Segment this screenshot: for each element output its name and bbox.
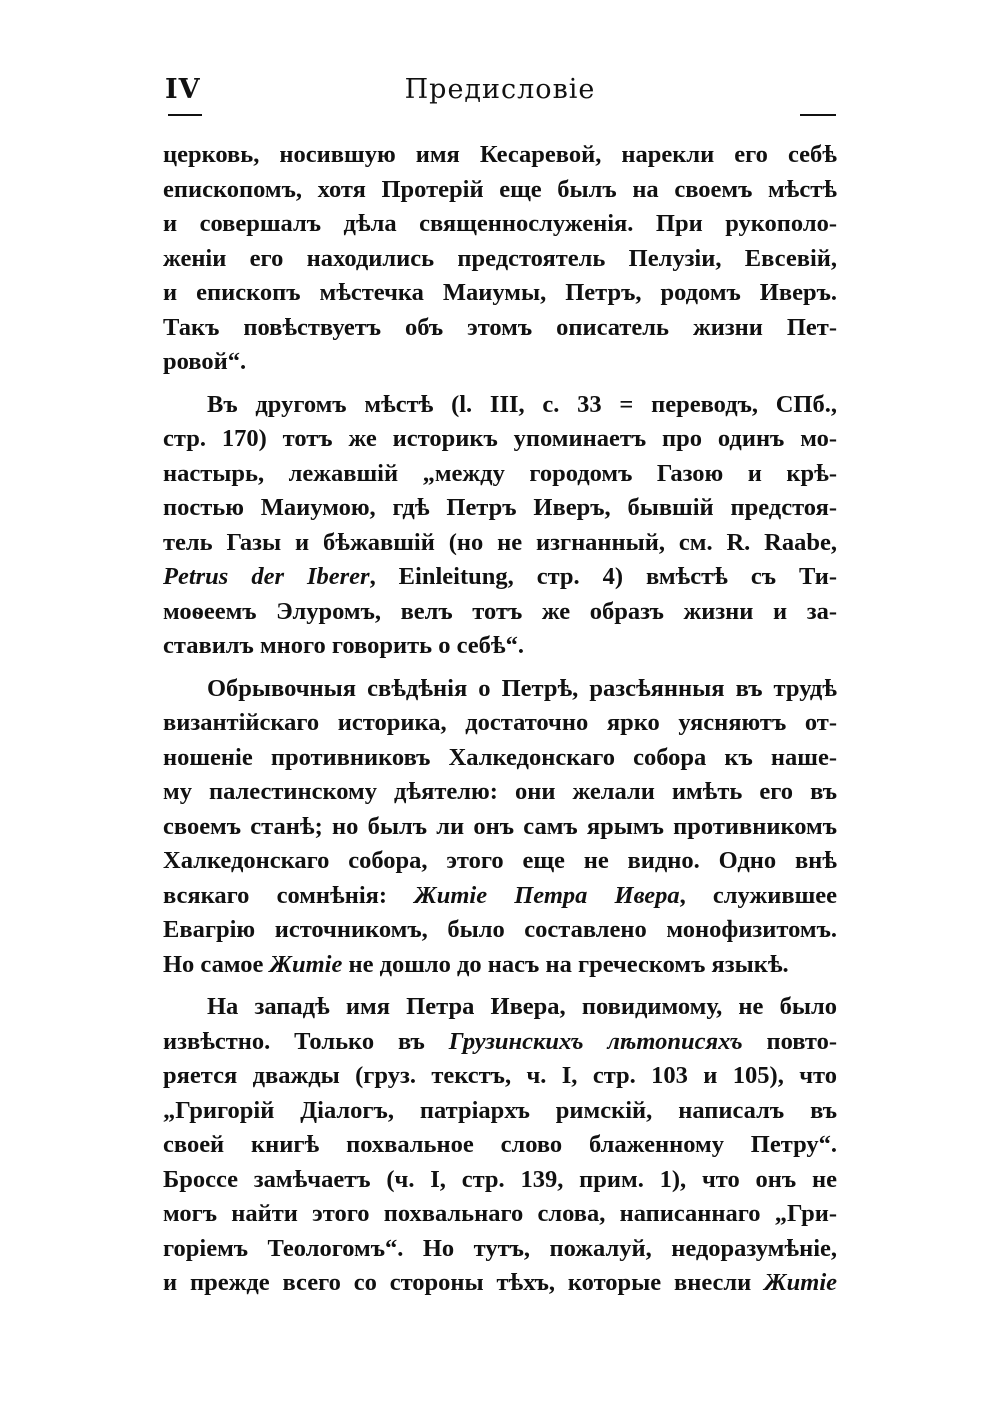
italic-title: Petrus der Iberer bbox=[163, 563, 370, 590]
italic-title: Житіе bbox=[764, 1269, 837, 1296]
text-run: извѣстно. Только въ bbox=[163, 1027, 449, 1055]
text-line: Такъ повѣствуетъ объ этомъ описатель жизни Пет- bbox=[163, 313, 837, 341]
body-text bbox=[163, 138, 837, 1301]
text-line: своей книгѣ похвальное слово блаженному Петру“. bbox=[163, 1131, 837, 1158]
text-line: моѳеемъ Элуромъ, велъ тотъ же образъ жизни и за- bbox=[163, 597, 837, 625]
paragraph bbox=[163, 138, 837, 380]
text-line: византійскаго историка, достаточно ярко уясняютъ от- bbox=[163, 709, 837, 736]
text-line: „Григорій Діалогъ, патріархъ римскій, написалъ въ bbox=[163, 1096, 837, 1124]
text-line: Въ другомъ мѣстѣ (l. III, c. 33 = переводъ, СПб., bbox=[207, 390, 837, 418]
italic-title: Житіе bbox=[269, 950, 343, 978]
header-rule-left bbox=[168, 114, 202, 116]
text-run: повто- bbox=[742, 1027, 837, 1055]
text-line: настырь, лежавшій „между городомъ Газою и крѣ- bbox=[163, 459, 837, 487]
paragraph bbox=[163, 990, 837, 1301]
text-line bbox=[163, 560, 837, 595]
text-line: Евагрію источникомъ, было составлено монофизитомъ. bbox=[163, 916, 837, 943]
page-number: IV bbox=[165, 74, 201, 105]
text-line: и совершалъ дѣла священнослуженія. При рукополо- bbox=[163, 210, 837, 237]
paragraph bbox=[163, 388, 837, 664]
text-run: не дошло до насъ на греческомъ языкѣ. bbox=[342, 950, 789, 978]
text-line bbox=[163, 879, 837, 914]
text-line: церковь, носившую имя Кесаревой, нарекли его себѣ bbox=[163, 141, 837, 168]
text-line: тель Газы и бѣжавшій (но не изгнанный, см. R. Raabe, bbox=[163, 528, 837, 556]
text-run: , Einleitung, стр. 4) вмѣстѣ съ Ти- bbox=[369, 563, 837, 590]
text-line: горіемъ Теологомъ“. Но тутъ, пожалуй, недоразумѣніе, bbox=[163, 1234, 837, 1262]
italic-title: Грузинскихъ лѣтописяхъ bbox=[448, 1027, 743, 1055]
text-line bbox=[163, 1025, 837, 1060]
text-line: женіи его находились предстоятель Пелузіи, Евсевій, bbox=[163, 244, 837, 272]
text-line: Броссе замѣчаетъ (ч. I, стр. 139, прим. 1), что онъ не bbox=[163, 1165, 837, 1193]
text-run: всякаго сомнѣнія: bbox=[163, 881, 415, 909]
text-line: ряется дважды (груз. текстъ, ч. I, стр. 103 и 105), что bbox=[163, 1062, 837, 1089]
text-line bbox=[163, 948, 837, 983]
text-line: На западѣ имя Петра Ивера, повидимому, не было bbox=[207, 993, 837, 1020]
text-line: ровой“. bbox=[163, 348, 247, 375]
text-line: Халкедонскаго собора, этого еще не видно. Одно внѣ bbox=[163, 847, 837, 874]
text-line: постью Маиумою, гдѣ Петръ Иверъ, бывшій предстоя- bbox=[163, 494, 837, 521]
text-line bbox=[163, 1266, 837, 1301]
text-line: и епископъ мѣстечка Маиумы, Петръ, родомъ Иверъ. bbox=[163, 279, 837, 306]
text-line: могъ найти этого похвальнаго слова, написаннаго „Гри- bbox=[163, 1200, 837, 1227]
paragraph bbox=[163, 672, 837, 983]
text-run: , служившее bbox=[679, 881, 838, 909]
text-line: ставилъ много говорить о себѣ“. bbox=[163, 632, 524, 659]
text-line: му палестинскому дѣятелю: они желали имѣть его въ bbox=[163, 778, 837, 805]
italic-title: Житіе Петра Ивера bbox=[414, 881, 680, 909]
text-line: Обрывочныя свѣдѣнія о Петрѣ, разсѣянныя въ трудѣ bbox=[207, 674, 837, 702]
text-line: своемъ станѣ; но былъ ли онъ самъ ярымъ противникомъ bbox=[163, 812, 837, 840]
running-title: Предисловіе bbox=[404, 74, 596, 105]
text-line: стр. 170) тотъ же историкъ упоминаетъ про одинъ мо- bbox=[163, 425, 837, 452]
text-run: Но самое bbox=[163, 950, 270, 978]
text-line: епископомъ, хотя Протерій еще былъ на своемъ мѣстѣ bbox=[163, 175, 837, 203]
text-line: ношеніе противниковъ Халкедонскаго собора къ наше- bbox=[163, 743, 837, 771]
header-rule-right bbox=[800, 114, 836, 116]
text-run: и прежде всего со стороны тѣхъ, которые внесли bbox=[163, 1269, 765, 1296]
